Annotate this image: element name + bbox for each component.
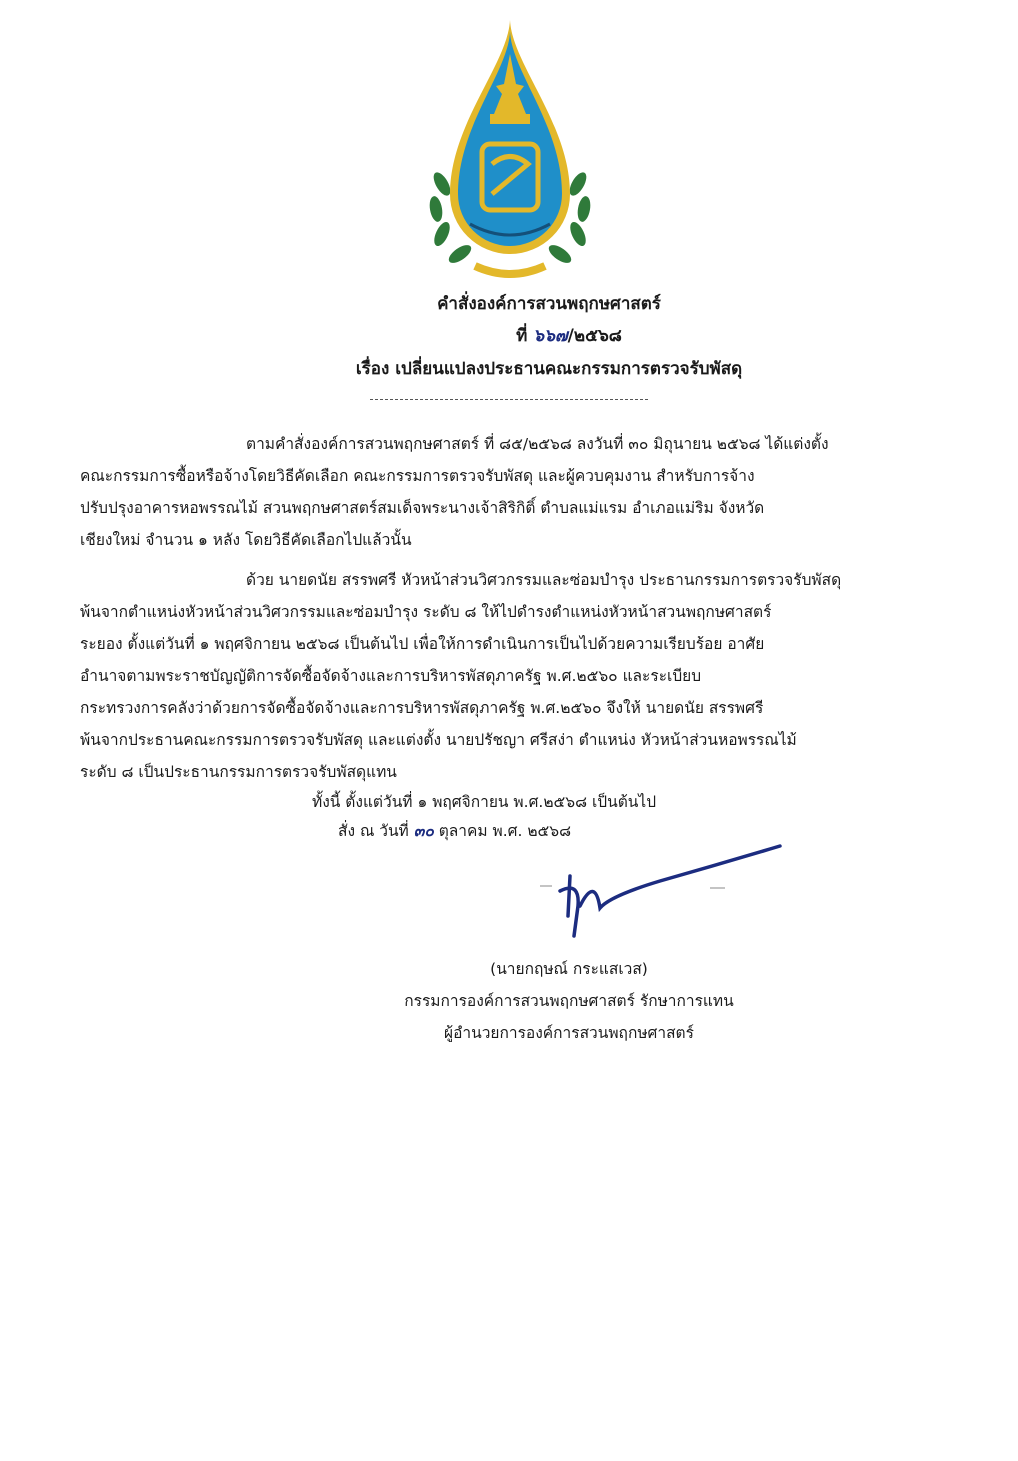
header-divider bbox=[370, 399, 648, 400]
paragraph-line: ปรับปรุงอาคารหอพรรณไม้ สวนพฤกษศาสตร์สมเด็จพระนางเจ้าสิริกิติ์ ตำบลแม่แรม อำเภอแม่ริม จังหวัด bbox=[80, 499, 765, 517]
paragraph-line: ระดับ ๘ เป็นประธานกรรมการตรวจรับพัสดุแทน bbox=[80, 763, 397, 781]
order-date-day-handwritten: ๓๐ bbox=[413, 821, 434, 840]
signatory-position-2: ผู้อำนวยการองค์การสวนพฤกษศาสตร์ bbox=[444, 1024, 694, 1042]
order-date bbox=[338, 818, 571, 843]
handwritten-signature-icon bbox=[540, 836, 790, 946]
order-subject: เรื่อง เปลี่ยนแปลงประธานคณะกรรมการตรวจรับพัสดุ bbox=[355, 359, 743, 379]
order-number-handwritten: ๖๖๗ bbox=[533, 326, 568, 346]
paragraph-line: กระทรวงการคลังว่าด้วยการจัดซื้อจัดจ้างและการบริหารพัสดุภาครัฐ พ.ศ.๒๕๖๐ จึงให้ นายดนัย สรรพศรี bbox=[80, 699, 764, 717]
paragraph-line: อำนาจตามพระราชบัญญัติการจัดซื้อจัดจ้างและการบริหารพัสดุภาครัฐ พ.ศ.๒๕๖๐ และระเบียบ bbox=[80, 667, 702, 685]
order-date-prefix: สั่ง ณ วันที่ bbox=[338, 822, 409, 840]
paragraph-order bbox=[80, 564, 924, 788]
paragraph-line: คณะกรรมการซื้อหรือจ้างโดยวิธีคัดเลือก คณะกรรมการตรวจรับพัสดุ และผู้ควบคุมงาน สำหรับการจ้าง bbox=[80, 467, 755, 485]
order-title: คำสั่งองค์การสวนพฤกษศาสตร์ bbox=[437, 294, 661, 314]
organization-emblem-icon bbox=[420, 14, 600, 284]
paragraph-line: พ้นจากประธานคณะกรรมการตรวจรับพัสดุ และแต่งตั้ง นายปรัชญา ศรีสง่า ตำแหน่ง หัวหน้าส่วนหอพรรณไม้ bbox=[80, 731, 797, 749]
order-number-suffix: /๒๕๖๘ bbox=[567, 326, 622, 346]
paragraph-reference bbox=[80, 428, 924, 556]
order-number bbox=[60, 322, 1018, 349]
paragraph-line: ด้วย นายดนัย สรรพศรี หัวหน้าส่วนวิศวกรรมและซ่อมบำรุง ประธานกรรมการตรวจรับพัสดุ bbox=[246, 571, 842, 589]
paragraph-line: ระยอง ตั้งแต่วันที่ ๑ พฤศจิกายน ๒๕๖๘ เป็นต้นไป เพื่อให้การดำเนินการเป็นไปด้วยความเรียบร้อย อาศัย bbox=[80, 635, 765, 653]
signatory-position: กรรมการองค์การสวนพฤกษศาสตร์ รักษาการแทน bbox=[404, 992, 734, 1010]
paragraph-line: พ้นจากตำแหน่งหัวหน้าส่วนวิศวกรรมและซ่อมบำรุง ระดับ ๘ ให้ไปดำรงตำแหน่งหัวหน้าสวนพฤกษศาสตร์ bbox=[80, 603, 772, 621]
paragraph-line: เชียงใหม่ จำนวน ๑ หลัง โดยวิธีคัดเลือกไปแล้วนั้น bbox=[80, 531, 412, 549]
effective-date: ทั้งนี้ ตั้งแต่วันที่ ๑ พฤศจิกายน พ.ศ.๒๕๖๘ เป็นต้นไป bbox=[312, 793, 657, 811]
paragraph-line: ตามคำสั่งองค์การสวนพฤกษศาสตร์ ที่ ๘๕/๒๕๖๘ ลงวันที่ ๓๐ มิถุนายน ๒๕๖๘ ได้แต่งตั้ง bbox=[246, 435, 829, 453]
signatory-name: (นายกฤษณ์ กระแสเวส) bbox=[490, 960, 648, 978]
order-number-prefix: ที่ bbox=[516, 326, 528, 346]
order-date-suffix: ตุลาคม พ.ศ. ๒๕๖๘ bbox=[438, 822, 572, 840]
